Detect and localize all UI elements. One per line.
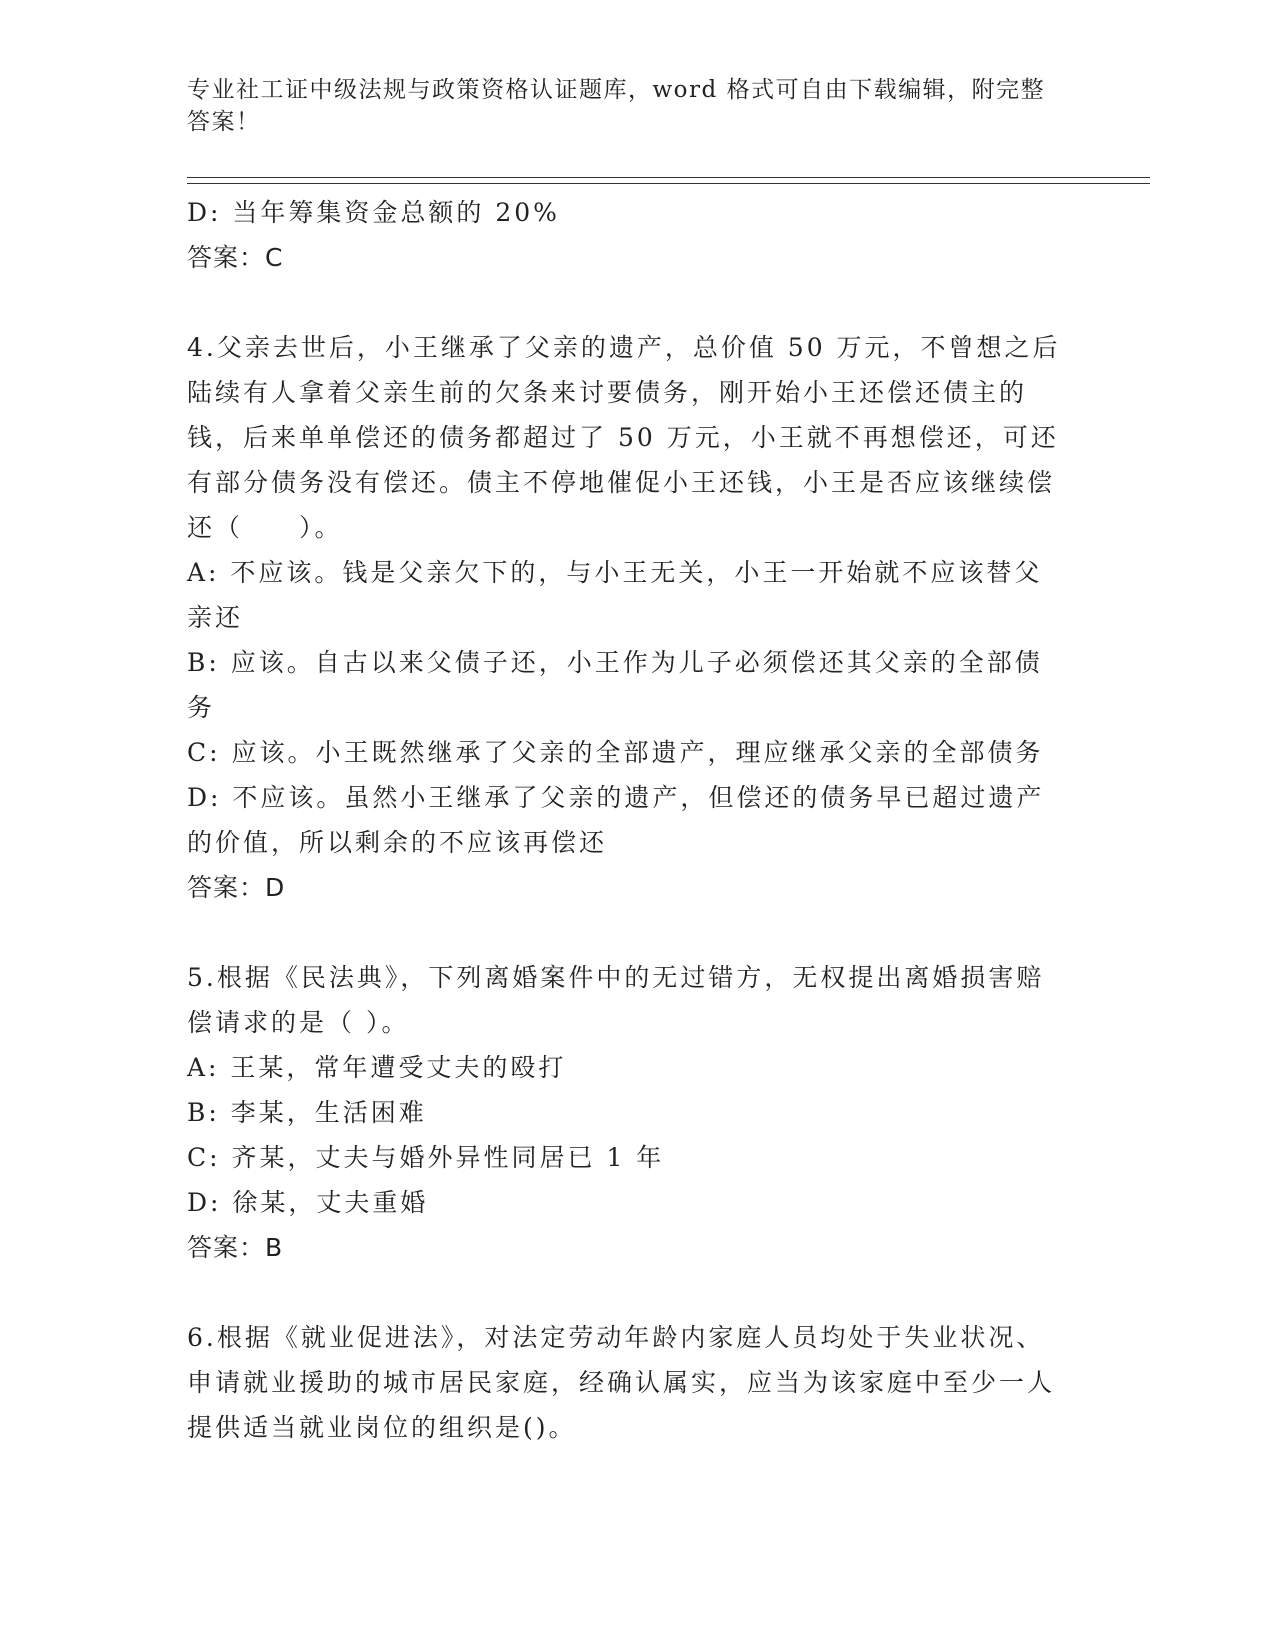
question-4-option-a: A: 不应该。钱是父亲欠下的，与小王无关，小王一开始就不应该替父亲还: [187, 558, 1043, 632]
header-divider-top: [187, 177, 1150, 178]
page-header: 专业社工证中级法规与政策资格认证题库，word 格式可自由下载编辑，附完整答案！: [187, 77, 1046, 135]
spacer: [187, 280, 1067, 325]
spacer: [187, 1270, 1067, 1315]
question-4-option-c: C: 应该。小王既然继承了父亲的全部遗产，理应继承父亲的全部债务: [187, 738, 1044, 767]
prev-option-d: D: 当年筹集资金总额的 20%: [187, 198, 560, 227]
question-4-option-d: D: 不应该。虽然小王继承了父亲的遗产，但偿还的债务早已超过遗产的价值，所以剩余的不应该再偿还: [187, 783, 1045, 857]
question-6-stem: 6.根据《就业促进法》，对法定劳动年龄内家庭人员均处于失业状况、申请就业援助的城市居民家庭，经确认属实，应当为该家庭中至少一人提供适当就业岗位的组织是()。: [187, 1323, 1056, 1442]
question-content: [187, 190, 1067, 1450]
question-4-answer: 答案：D: [187, 873, 286, 902]
question-4-stem: 4.父亲去世后，小王继承了父亲的遗产，总价值 50 万元，不曾想之后陆续有人拿着父亲生前的欠条来讨要债务，刚开始小王还偿还债主的钱，后来单单偿还的债务都超过了 50 万元，小王就不再想偿还，可还有部分债务没有偿还。债主不停地催促小王还钱，小王是否应该继续偿还（ ）。: [187, 333, 1061, 542]
question-5-stem: 5.根据《民法典》，下列离婚案件中的无过错方，无权提出离婚损害赔偿请求的是（ ）。: [187, 963, 1045, 1037]
question-5-option-a: A: 王某，常年遭受丈夫的殴打: [187, 1053, 567, 1082]
question-5-option-d: D: 徐某，丈夫重婚: [187, 1188, 429, 1217]
question-4-option-b: B: 应该。自古以来父债子还，小王作为儿子必须偿还其父亲的全部债务: [187, 648, 1043, 722]
question-5-answer: 答案：B: [187, 1233, 284, 1262]
prev-answer: 答案：C: [187, 243, 284, 272]
question-5-option-c: C: 齐某，丈夫与婚外异性同居已 1 年: [187, 1143, 665, 1172]
spacer: [187, 910, 1067, 955]
question-5-option-b: B: 李某，生活困难: [187, 1098, 427, 1127]
header-divider-bottom: [187, 183, 1150, 184]
